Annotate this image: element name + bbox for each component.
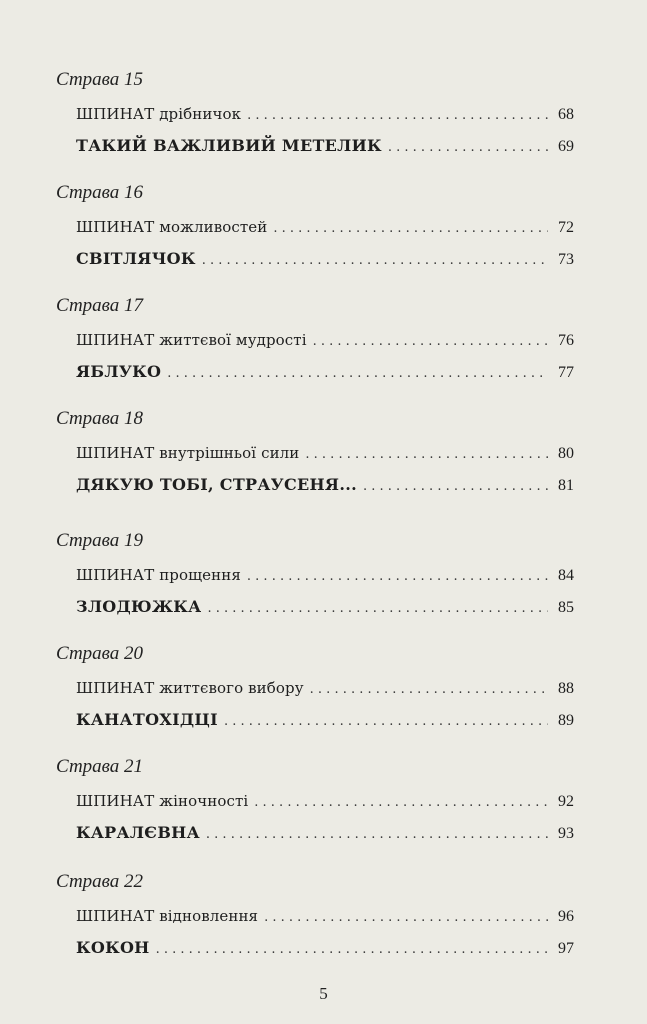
toc-entry [76, 441, 574, 466]
toc-entry [76, 133, 574, 158]
toc-entry [76, 472, 574, 497]
page-number: 5 [319, 984, 328, 1003]
toc-entry-title: ШПИНАТ можливостей [76, 218, 268, 236]
toc-entry-title: КАРАЛЄВНА [76, 823, 200, 842]
chapter-block [56, 183, 576, 277]
toc-entry-page: 96 [558, 908, 574, 925]
chapter-heading: Страва 18 [56, 408, 144, 429]
toc-entry-title: ШПИНАТ відновлення [76, 907, 259, 925]
toc-entry-page: 97 [558, 940, 574, 957]
toc-entry [76, 328, 574, 353]
toc-entry-page: 81 [558, 477, 574, 494]
toc-entry-title: ШПИНАТ життєвої мудрості [76, 331, 307, 349]
toc-entry [76, 563, 574, 588]
toc-entry-page: 77 [558, 364, 574, 381]
toc-entry-page: 72 [558, 219, 574, 236]
toc-entry-page: 93 [558, 825, 574, 842]
chapter-block [56, 644, 576, 738]
chapter-heading: Страва 21 [56, 756, 144, 777]
toc-entry-title: ЗЛОДЮЖКА [76, 597, 202, 616]
toc-entry-title: ШПИНАТ дрібничок [76, 105, 242, 123]
toc-entry-page: 68 [558, 106, 574, 123]
chapter-block [56, 872, 576, 966]
dot-leader [310, 677, 548, 702]
toc-entry-page: 85 [558, 599, 574, 616]
toc-entry-page: 92 [558, 793, 574, 810]
dot-leader [363, 474, 548, 499]
chapter-heading: Страва 22 [56, 871, 144, 892]
toc-entry [76, 359, 574, 384]
toc-entry [76, 102, 574, 127]
dot-leader [313, 329, 548, 354]
toc-entry-title: КОКОН [76, 938, 150, 957]
dot-leader [156, 937, 548, 962]
toc-entry-page: 80 [558, 445, 574, 462]
dot-leader [254, 790, 548, 815]
toc-entry [76, 904, 574, 929]
toc-entry-title: СВІТЛЯЧОК [76, 249, 196, 268]
chapter-heading: Страва 20 [56, 643, 144, 664]
toc-entry-title: ТАКИЙ ВАЖЛИВИЙ МЕТЕЛИК [76, 136, 382, 155]
toc-entry-page: 76 [558, 332, 574, 349]
toc-entry-title: ШПИНАТ прощення [76, 566, 241, 584]
chapter-heading: Страва 17 [56, 295, 144, 316]
chapter-heading: Страва 15 [56, 69, 144, 90]
toc-entry [76, 820, 574, 845]
toc-entry [76, 676, 574, 701]
dot-leader [273, 216, 548, 241]
dot-leader [206, 822, 548, 847]
dot-leader [388, 135, 548, 160]
toc-entry-title: ШПИНАТ життєвого вибору [76, 679, 304, 697]
toc-entry [76, 215, 574, 240]
dot-leader [247, 564, 548, 589]
toc-entry-title: ШПИНАТ внутрішньої сили [76, 444, 300, 462]
dot-leader [264, 905, 548, 930]
toc-entry-title: КАНАТОХІДЦІ [76, 710, 218, 729]
dot-leader [167, 361, 548, 386]
chapter-heading: Страва 19 [56, 530, 144, 551]
toc-entry-title: ДЯКУЮ ТОБІ, СТРАУСЕНЯ... [76, 475, 357, 494]
chapter-heading: Страва 16 [56, 182, 144, 203]
toc-entry [76, 935, 574, 960]
dot-leader [224, 709, 548, 734]
dot-leader [207, 596, 548, 621]
chapter-block [56, 757, 576, 851]
dot-leader [202, 248, 548, 273]
toc-entry [76, 594, 574, 619]
toc-entry-page: 88 [558, 680, 574, 697]
toc-entry-page: 69 [558, 138, 574, 155]
toc-entry [76, 789, 574, 814]
chapter-block [56, 409, 576, 503]
toc-entry [76, 707, 574, 732]
toc-entry-page: 73 [558, 251, 574, 268]
chapter-block [56, 531, 576, 625]
toc-entry-page: 84 [558, 567, 574, 584]
chapter-block [56, 70, 576, 164]
toc-entry-title: ШПИНАТ жіночності [76, 792, 249, 810]
toc-entry-page: 89 [558, 712, 574, 729]
dot-leader [305, 442, 548, 467]
dot-leader [247, 103, 548, 128]
toc-entry [76, 246, 574, 271]
chapter-block [56, 296, 576, 390]
toc-entry-title: ЯБЛУКО [76, 362, 162, 381]
